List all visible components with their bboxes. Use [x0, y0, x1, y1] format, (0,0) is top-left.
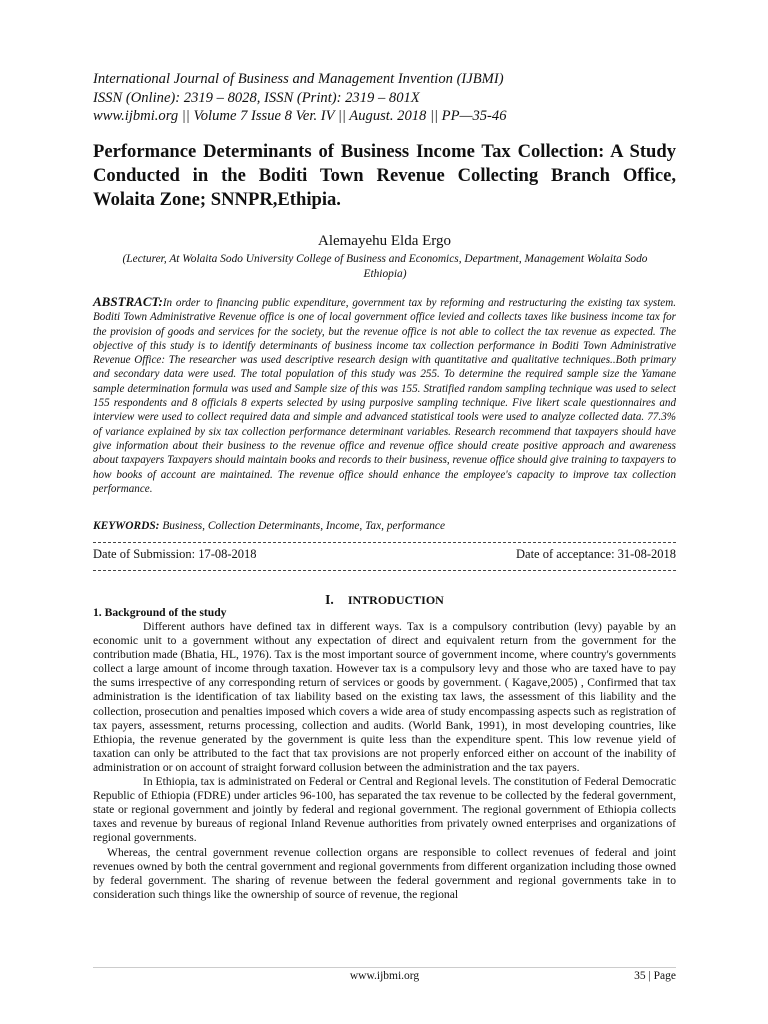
acceptance-date: Date of acceptance: 31-08-2018 [516, 547, 676, 561]
abstract [93, 295, 676, 496]
paragraph: In Ethiopia, tax is administrated on Federal or Central and Regional levels. The constitution of Federal Democratic Republic of Ethiopia (FDRE) under articles 96-100, has separated the tax revenue to be collected by the federal government, state or regional government and jointly by federal and regional government. The regional government of Ethiopia collects taxes and revenue by bureaus of regional Inland Revenue authorities from privately owned enterprises and organizations of regional governments. [93, 775, 676, 845]
journal-name: International Journal of Business and Management Invention (IJBMI) [93, 71, 504, 87]
divider-bottom [93, 570, 676, 571]
paragraph: Whereas, the central government revenue collection organs are responsible to collect revenues of federal and joint revenues owned by both the central government and regional governments from different organization including those owned by federal government. The sharing of revenue between the federal government and regional governments take in to consideration such things like the ownership of source of revenue, the regional [93, 845, 676, 901]
paper-title: Performance Determinants of Business Income Tax Collection: A Study Conducted in the Boditi Town Revenue Collecting Branch Office, Wolaita Zone; SNNPR,Ethipia. [93, 141, 676, 210]
keywords-text: Business, Collection Determinants, Income, Tax, performance [159, 520, 446, 532]
footer-rule [93, 967, 676, 968]
paragraph: Different authors have defined tax in different ways. Tax is a compulsory contribution (levy) payable by an economic unit to a government without any expectation of direct and equivalent return from the government for the contribution made (Bhatia, HL, 1976). Tax is the most important source of government income, where country's governments collect a large amount of income through taxation. However tax is a compulsory levy and those who are taxed have to pay the sums irrespective of any corresponding return of services or goods by government. ( Kagave,2005) , Confirmed that tax administration is the identification of tax liability based on the existing tax laws, the assessment of this liability and the collection, prosecution and penalties imposed which covers a wide area of study encompassing aspects such as registration of tax payers, assessment, returns processing, collection and audits. (World Bank, 1991), in most developing countries, like Ethiopia, the revenue generated by the government is quite less than the expenditure spent. This low revenue yield of taxation can only be attributed to the fact that tax provisions are not properly enforced either on account of the inability of administration or on account of straight forward collusion between the administration and the tax payers. [93, 620, 676, 774]
abstract-label: ABSTRACT: [93, 294, 163, 309]
journal-issn: ISSN (Online): 2319 – 8028, ISSN (Print): 2319 – 801X [93, 89, 420, 106]
section-number: I. [325, 592, 334, 607]
author-affiliation: (Lecturer, At Wolaita Sodo University College of Business and Economics, Department, Management Wolaita Sodo Ethiopia) [122, 253, 648, 280]
introduction-body [93, 620, 676, 902]
keywords [93, 520, 676, 532]
dates-row [93, 547, 676, 562]
author-name: Alemayehu Elda Ergo [317, 233, 451, 249]
divider-top [93, 542, 676, 543]
footer-url: www.ijbmi.org [349, 970, 420, 982]
journal-header [93, 70, 683, 126]
journal-issue-line: www.ijbmi.org || Volume 7 Issue 8 Ver. IV || August. 2018 || PP—35-46 [93, 108, 507, 124]
keywords-label: KEYWORDS: [93, 520, 160, 532]
subsection-heading: 1. Background of the study [93, 606, 227, 619]
section-title: INTRODUCTION [347, 593, 444, 607]
abstract-text: In order to financing public expenditure, government tax by reforming and restructuring the existing tax system. Boditi Town Administrative Revenue office is one of local government office levied and collects taxes like business income tax for the provision of goods and services for the society, but the revenue office is not able to collect the tax revenue as expected. The objective of this study is to identify determinants of business income tax collection performance in Boditi Town Administrative Revenue Office: The researcher was used descriptive research design with quantitative and qualitative techniques..Both primary and secondary data were used. The total population of this study was 255. To determine the required sample size the Yamane sample determination formula was used and Sample size of this was 155. Stratified random sampling technique was used to select 155 respondents and 8 officials 8 experts selected by using purposive sampling technique. Five likert scale questionnaires and interview were used to collect required data and simple and advanced statistical tools were used to analyze collected data. 77.3% of variance explained by six tax collection performance determinant variables. Research recommend that taxpayers should have give information about their business to the revenue office and revenue office should create positive approach and awareness about taxpayers Taxpayers should maintain books and records to their business, revenue office should give training to taxpayers to how books of account are maintained. The revenue office should enhance the employee's capacity to improve tax collection performance. [93, 297, 676, 495]
submission-date: Date of Submission: 17-08-2018 [93, 547, 257, 561]
page-number: 35 | Page [634, 970, 676, 982]
